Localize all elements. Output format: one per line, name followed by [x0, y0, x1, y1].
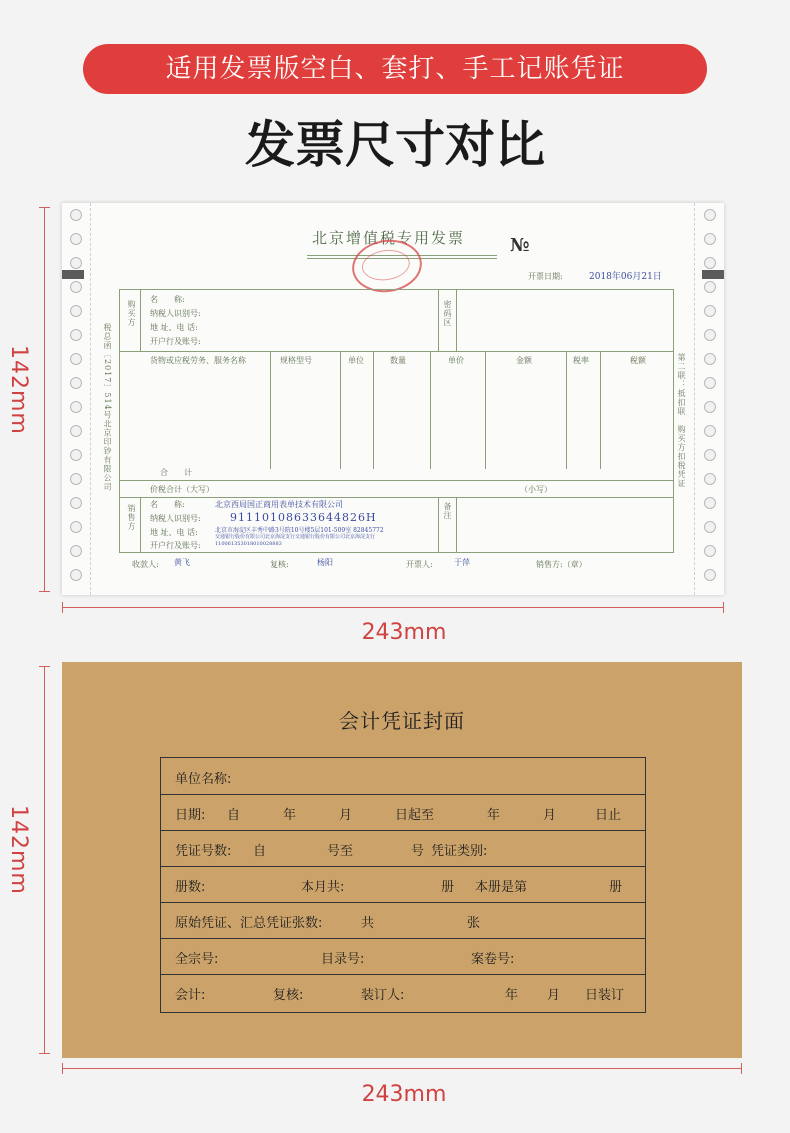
col-quantity: 数量 [390, 356, 406, 365]
col-amount: 金额 [516, 356, 532, 365]
cover-row-archive: 全宗号: 目录号: 案卷号: [161, 938, 645, 975]
cover-row-sign: 会计: 复核: 装订人: 年 月 日装订 [175, 988, 625, 1003]
seller-label: 销售方 [127, 504, 136, 531]
col-tax-amount: 税额 [630, 356, 646, 365]
buyer-name-label: 名 称: [150, 295, 185, 304]
buyer-address-label: 地 址、电 话: [150, 323, 198, 332]
total-label: 合 计 [160, 468, 192, 477]
cover-row-originals: 原始凭证、汇总凭证张数: 共 张 [161, 902, 645, 939]
right-side-text: 第二联：抵扣联 购买方扣税凭证 [677, 353, 686, 488]
width-label-cover: 243mm [361, 1082, 447, 1107]
left-perforation [90, 203, 91, 595]
col-goods-name: 货物或应税劳务、服务名称 [150, 356, 246, 365]
width-label-invoice: 243mm [361, 620, 447, 645]
height-label-cover: 142mm [6, 805, 31, 895]
invoice-sample [62, 203, 724, 595]
remark-label: 备注 [443, 502, 452, 520]
seller-name: 北京西局国正商用表单技术有限公司 [215, 500, 343, 509]
right-clip [702, 270, 724, 279]
seller-bank-label: 开户行及账号: [150, 541, 201, 550]
payee-label: 收款人: [132, 560, 159, 569]
buyer-label: 购买方 [127, 300, 136, 327]
seller-sign-label: 销售方:（章） [536, 560, 587, 569]
buyer-tax-id-label: 纳税人识别号: [150, 309, 201, 318]
cover-row-volumes: 册数: 本月共: 册 本册是第 册 [161, 866, 645, 903]
width-marker-invoice [62, 607, 724, 608]
invoice-date-label: 开票日期: [528, 272, 563, 281]
buyer-bank-label: 开户行及账号: [150, 337, 201, 346]
drawer: 于萍 [454, 558, 470, 567]
left-side-text: 税总函〔2017〕514号北京印钞有限公司 [103, 323, 112, 492]
payee: 黄飞 [174, 558, 190, 567]
col-spec: 规格型号 [280, 356, 312, 365]
cover-row-unit: 单位名称: [161, 758, 645, 795]
total-words-label: 价税合计（大写） [150, 485, 214, 494]
seller-address-label: 地 址、电 话: [150, 528, 198, 537]
seller-tax-id-label: 纳税人识别号: [150, 514, 201, 523]
seller-bank: 交通银行股份有限公司北京海淀支行交通银行股份有限公司北京海淀支行 110061353018010028883 [215, 534, 376, 547]
reviewer: 杨阳 [317, 558, 333, 567]
right-perforation [694, 203, 695, 595]
password-area-label: 密码区 [443, 300, 452, 327]
cover-title: 会计凭证封面 [339, 709, 465, 733]
promo-banner: 适用发票版空白、套打、手工记账凭证 [83, 44, 707, 94]
total-small-label: （小写） [520, 485, 552, 494]
cover-row-voucher-no: 凭证号数: 自 号至 号 凭证类别: [161, 830, 645, 867]
seller-address: 北京市海淀区丰秀中路3号院10号楼5层101-509室 82845772 [215, 527, 384, 534]
left-tractor-holes [69, 209, 83, 593]
drawer-label: 开票人: [406, 560, 433, 569]
col-tax-rate: 税率 [573, 356, 589, 365]
seller-tax-id: 91110108633644826H [230, 511, 377, 524]
invoice-title: 北京增值税专用发票 [312, 229, 466, 247]
height-label-invoice: 142mm [6, 345, 31, 435]
reviewer-label: 复核: [270, 560, 289, 569]
width-marker-cover [62, 1068, 742, 1069]
page-title: 发票尺寸对比 [245, 116, 545, 174]
invoice-number-mark: № [510, 235, 530, 256]
invoice-table [119, 289, 674, 553]
cover-row-date: 日期: 自 年 月 日起至 年 月 日止 [161, 794, 645, 831]
cover-table [160, 757, 646, 1013]
voucher-cover-sample [62, 662, 742, 1058]
height-marker-cover [44, 666, 45, 1054]
right-tractor-holes [703, 209, 717, 593]
invoice-date: 2018年06月21日 [589, 272, 662, 282]
seller-name-label: 名 称: [150, 500, 185, 509]
left-clip [62, 270, 84, 279]
col-unit: 单位 [348, 356, 364, 365]
col-unit-price: 单价 [448, 356, 464, 365]
height-marker-invoice [44, 207, 45, 592]
